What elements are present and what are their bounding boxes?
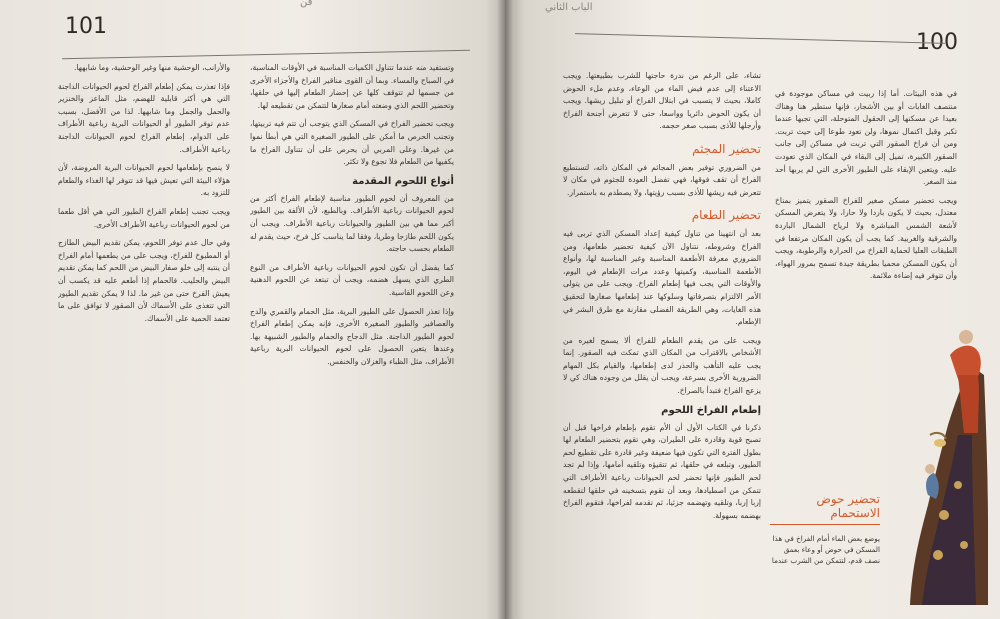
left-outer-column bbox=[58, 62, 230, 582]
right-page bbox=[505, 0, 1000, 619]
paragraph: ويجب تجنب إطعام الفراخ الطيور التي هي أقل طعما من لحوم الحيوانات رباعية الأطراف الأخرى. bbox=[58, 206, 230, 229]
paragraph: ويجب على من يقدم الطعام للفراخ ألا يسمح لغيره من الأشخاص بالاقتراب من المكان الذي تمكث فيه الصقور. إنما يجب عليه التأهب والحذر لدى إطعامها، والقيام بكل المهام الضرورية الأخرى بسرعة، ويجب أن يقلل من وجوده هناك كي لا يزعج الفراخ فتبدأ بالصراخ. bbox=[563, 335, 761, 396]
bath-basin-sidebar bbox=[770, 492, 880, 602]
heading-perch-preparation: تحضير المجثم bbox=[692, 141, 761, 156]
paragraph: ذكرنا في الكتاب الأول أن الأم تقوم بإطعام فراخها قبل أن تصبح قوية وقادرة على الطيران، وهي تقوم بتحضير الطعام لها بطول الفترة التي تكون فيها ضعيفة وغير قادرة على تقطيع لحم الطيور، وتبلعه في حلقها، ثم تتقيؤه وتلقيه أمامها، وإذا لم تجد لحم الطيور فإنها تحضر لحم الحيوانات رباعية الأطراف التي تتمكن من اصطيادها، وبعد أن تقوم بتسخينه في حلقها لتقطعه إربا إربا، وتلقيه وتهضمه جزئيا، ثم تقدمه لفراخها، فتقوم الفراخ بهضمه بسهولة. bbox=[563, 422, 761, 520]
section-heading-feeding-meat: إطعام الفراخ اللحوم bbox=[661, 404, 761, 416]
paragraph: من المعروف أن لحوم الطيور مناسبة لإطعام الفراخ أكثر من لحوم الحيوانات رباعية الأطراف. وبالطبع، لأن الألفة بين الطيور أكبر مما هي بين الطيور والحيوانات رباعية الأطراف. ويجب أن يكون اللحم طازجا وطريا، وفقا لما يناسب كل فرخ، حيث يقدم له الطعام بحسب حاجته. bbox=[250, 193, 454, 254]
book-gutter bbox=[497, 0, 513, 619]
left-running-header: فن bbox=[300, 0, 313, 8]
paragraph: ويجب تحضير مسكن صغير للفراخ الصقور يتميز بمناخ معتدل، بحيث لا يكون باردا ولا حارا، ولا يتعرض المسكن لأشعة الشمس المباشرة ولا لرياح الشمال الباردة والشرقية والغربية. كما يجب أن يكون المكان مرتفعا في الطبقات العليا لحماية الفراخ من الحرارة والرطوبة، ويجب أن يكون المسكن محميا بطريقة جيدة تسمح بمرور الهواء، وأن تتوفر فيه إضاءة ملائمة. bbox=[775, 195, 957, 281]
heading-food-preparation: تحضير الطعام bbox=[691, 208, 761, 223]
paragraph: وإذا تعذر الحصول على الطيور البرية، مثل الحمام والقمري والدج والعصافير والطيور الصغيرة الأخرى، فإنه يمكن إطعام الفراخ لحوم الطيور الداجنة. مثل الدجاج والحمام والطيور الشبيهة بها. وعندها يتعين الحصول على لحوم الحيوانات البرية رباعية الأطراف، مثل الظباء والغزلان والخنفس. bbox=[250, 306, 454, 366]
manuscript-illustration bbox=[900, 315, 990, 605]
right-running-header: الباب الثاني bbox=[545, 2, 593, 13]
paragraph: والأرانب، الوحشية منها وغير الوحشية، وما شابهها. bbox=[73, 63, 230, 72]
left-header-rule bbox=[62, 50, 470, 60]
left-inner-column bbox=[250, 62, 454, 582]
right-page-number: 100 bbox=[916, 30, 958, 55]
paragraph: لا ينصح بإطعامها لحوم الحيوانات البرية المروضة، لأن هؤلاء البيئة التي تعيش فيها قد تتوفر لها الغذاء والطعام للتزود به. bbox=[58, 163, 230, 198]
left-page-number: 101 bbox=[65, 14, 107, 39]
right-outer-column bbox=[563, 70, 761, 590]
sidebar-heading: تحضير حوض الاستحمام bbox=[816, 492, 880, 520]
section-heading-meat-types: أنواع اللحوم المقدمة bbox=[352, 175, 454, 187]
paragraph: فإذا تعذرت يمكن إطعام الفراخ لحوم الحيوانات الداجنة التي هي أكثر قابلية للهضم، مثل الماعز والخنزير والحمل والجمل وما شابهها. لذا من الأفضل، بسبب عدم توفر الطيور أو الحيوانات البرية رباعية الأطراف على الدوام، إطعام الفراخ لحوم الحيوانات الداجنة رباعية الأطراف. bbox=[58, 81, 230, 154]
paragraph: كما يفضل أن تكون لحوم الحيوانات رباعية الأطراف من النوع الطري الذي يسهل هضمه، ويجب أن تبتعد عن اللحوم الدهنية وعن اللحوم القاسية. bbox=[250, 262, 454, 297]
paragraph: وفي حال عدم توفر اللحوم، يمكن تقديم البيض الطازج أو المطبوخ للفراخ، ويجب على من يطعمها أمام الفراخ أن ينتبه إلى خلو صفار البيض من اللحم كما يمكن تقديم البيض والحليب. فالحمام إذا أطعم عليه قد يكسب أن يعيش الفرخ حتى من غير ما. لذا لا يمكن تقديم الطيور التي تتغذى على الأسماك لأن الصقور لا توافق على ما تعتمد الحمية على الأسماك. bbox=[58, 238, 230, 323]
sidebar-body: يوضع بعض الماء أمام الفراخ في هذا المسكن في حوض أو وعاء بعمق نصف قدم، لتتمكن من الشرب عندما bbox=[771, 534, 880, 565]
paragraph: ويجب تحضير الفراخ في المسكن الذي يتوجب أن تتم فيه تربيتها، وتجنب الحرص ما أمكن على الطيور الصغيرة التي هي أبطأ نموا من غيرها. وعلى المربي أن يحرص على أن تتناول الفراخ ما يكفيها من الطعام فلا تجوع ولا تكثر. bbox=[250, 119, 454, 167]
paragraph: من الضروري توفير بعض المجاثم في المكان ذاته، لتستطيع الفراخ أن تقف فوقها، فهي تفضل العودة للجثوم في مكان لا تتعرض فيه ريشها للأذى بسبب رؤيتها، ولا يصطدم به باستمرار. bbox=[563, 162, 761, 197]
paragraph: وتستفيد منه عندما تتناول الكميات المناسبة في الأوقات المناسبة، في الصباح والمساء. وبما أن القوى مناقير الفراخ والأجزاء الأخرى من جسمها لم تتوقف كلها عن إحضار الطعام إليها في حلقها، وتحضير اللحم الذي وضعته أمام صغارها لتتمكن من تقطيعه لها. bbox=[250, 63, 454, 110]
paragraph: في هذه البيئات. أما إذا ربيت في مساكن موجودة في منتصف الغابات أو بين الأشجار، فإنها ستطير هنا وهناك بعيدا عن مسكنها إلى الحقول المتوحلة، التي تجبها عندما تكبر وقبل اكتمال نموها، ولن تعود طوعا إلى حيث تربت. ومن أن فراخ الصقور التي تربت في مساكن إلى جانب الصقور الكبيرة، تميل إلى البقاء في المكان الذي تعودت عليه. ويتعين الإبقاء على الطيور الأخرى التي لم يربها أحد منذ الصغر. bbox=[775, 89, 957, 187]
paragraph: تشاء، على الرغم من ندرة حاجتها للشرب بطبيعتها. ويجب الاعتناء إلى عدم فيض الماء من الوعاء، وعدم ملء الحوض كاملا، بحيث لا يتسبب في ابتلال الفراخ أو تبليل ريشها. ويجب أن يكون الحوض دائريا وواسعا، حتى لا تتعرض أجنحة الفراخ وأرجلها للأذى بسبب صغر حجمه. bbox=[563, 71, 761, 131]
paragraph: بعد أن انتهينا من تناول كيفية إعداد المسكن الذي تربى فيه الفراخ وشروطه، نتناول الآن كيفية تحضير طعامها، ومن الضروري معرفة الأطعمة المناسبة وغير المناسبة لها، وأنواع الأطعمة المناسبة، وكميتها وعدد مرات الإطعام في اليوم، والأوقات التي يجب فيها إطعام الفراخ. ويجب على من يتولى الأمر الالتزام بتصرفاتها وسلوكها عند إطعامها صغارها لتحقيق هذه الغايات، وهي الطريقة الفضلى مقارنة مع طرق البشر في الإطعام. bbox=[563, 228, 761, 327]
sidebar-rule bbox=[770, 524, 880, 525]
right-header-rule bbox=[575, 33, 945, 44]
